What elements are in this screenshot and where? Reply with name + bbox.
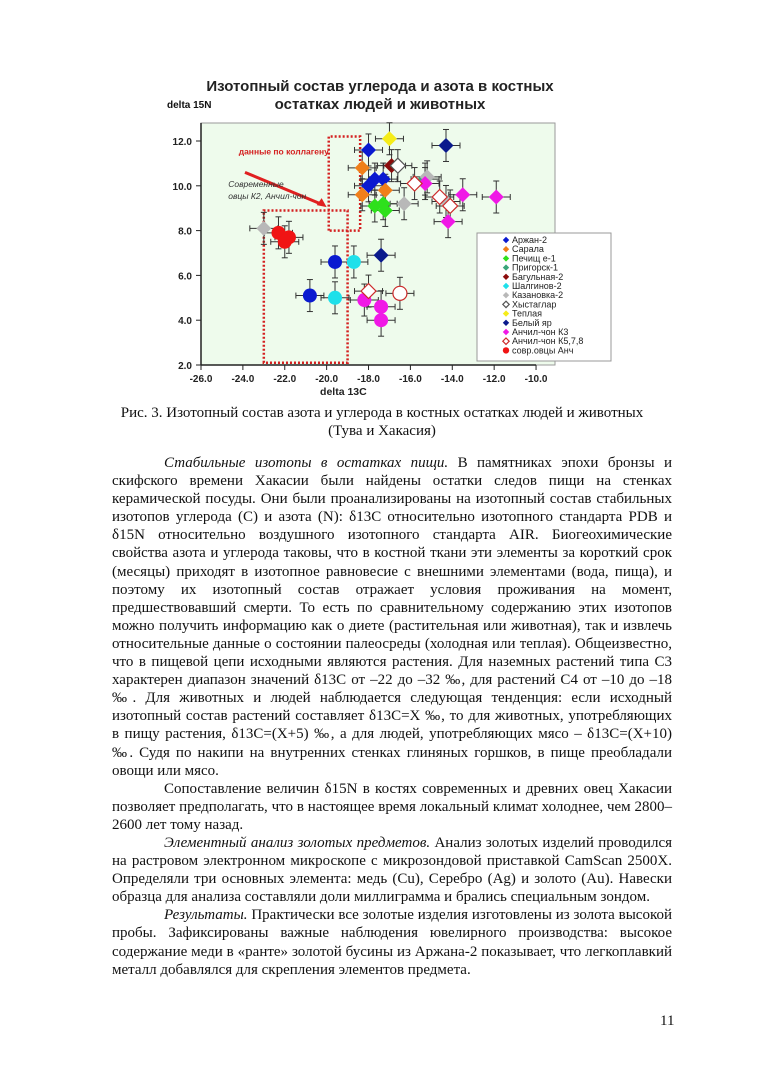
body-text: [112, 454, 672, 979]
scatter-plot: [0, 0, 764, 400]
section-heading-results: Результаты.: [164, 907, 248, 924]
y-tick-label: 12.0: [172, 137, 192, 148]
circle-marker: [278, 235, 292, 249]
paragraph-elemental-analysis: [112, 834, 672, 906]
section-heading-stable-isotopes: Стабильные изотопы в остатках пищи.: [164, 455, 449, 471]
y-tick-label: 8.0: [178, 226, 192, 238]
page-number: 11: [660, 1013, 675, 1029]
legend-item: Аржан-2: [512, 235, 548, 245]
legend-item: Теплая: [512, 308, 543, 319]
circle-marker: [374, 313, 388, 327]
y-tick-label: 10.0: [172, 181, 192, 193]
caption-line2: (Тува и Хакасия): [328, 423, 436, 439]
chart-title-line1: Изотопный состав углерода и азота в костных: [206, 78, 554, 95]
circle-marker: [374, 300, 388, 314]
legend-item: Анчил-чон К3: [512, 327, 569, 337]
figure-caption: [100, 404, 664, 440]
y-tick-label: 6.0: [178, 271, 192, 283]
x-tick-label: -20.0: [315, 374, 339, 385]
x-tick-label: -12.0: [482, 374, 506, 385]
chart-title-line2: остатках людей и животных: [274, 96, 486, 113]
circle-marker: [503, 347, 509, 353]
paragraph-stable-isotopes: [112, 454, 672, 780]
circle-marker: [303, 289, 317, 303]
annotation-modern-2: овцы К2, Анчил-чон: [228, 191, 307, 202]
legend-item: Пригорск-1: [512, 262, 559, 273]
legend-item: Сарала: [512, 244, 544, 255]
caption-line1: Рис. 3. Изотопный состав азота и углерода в костных остатках людей и животных: [120, 405, 644, 421]
legend-item: Белый яр: [512, 317, 552, 328]
x-tick-label: -10.0: [524, 374, 548, 385]
paragraph-text: В памятниках эпохи бронзы и скифского времени Хакасии были найдены остатки следов пищи на стенках керамической посуды. Они были проанализированы на изотопный состав стабильных изотопов углерода (С) и азота (N): δ13C относительно изотопного стандарта PDB и δ15N относительно воздушного изотопного стандарта AIR. Биогеохимические свойства азота и углерода таковы, что в костной ткани эти элементы за короткий срок (месяцы) приходят в изотопное равновесие с внешними элементами (вода, пища), и поэтому их изотопный состав отражает условия проживания на момент, предшествовавший смерти. То есть по сравнительному содержанию этих изотопов можно получить информацию как о диете (растительная или животная), так и извлечь относительные данные о состоянии палеосреды (холодная или теплая). Общеизвестно, что в пищевой цепи исходными являются растения. Для наземных растений типа С3 характерен диапазон значений δ13C от –22 до –32 ‰, для растений С4 от –10 до –18 ‰. Для животных и людей наблюдается следующая тенденция: если исходный изотопный состав растений составляет δ13C=X ‰, то для животных, употребляющих в пищу растения, δ13C=(X+5) ‰, а для людей, употребляющих мясо – δ13C=(X+10) ‰. Судя по накипи на внутренних стенках глиняных горшков, в пище преобладали овощи или мясо.: [112, 455, 672, 779]
x-axis-label: delta 13C: [320, 386, 367, 398]
y-tick-label: 4.0: [178, 316, 192, 328]
x-tick-label: -14.0: [440, 374, 464, 385]
circle-marker: [328, 291, 342, 305]
section-heading-elemental-analysis: Элементный анализ золотых предметов.: [164, 834, 431, 851]
paragraph-d15n: Сопоставление величин δ15N в костях современных и древних овец Хакасии позволяет предполагать, что в настоящее время локальный климат холоднее, чем 2800–2600 лет тому назад.: [112, 780, 672, 833]
legend-item: Казановка-2: [512, 290, 564, 301]
legend-item: совр.овцы Анч: [512, 345, 574, 356]
paragraph-text: Анализ золотых изделий проводился на растровом электронном микроскопе с микрозондовой приставкой CamScan 2500X. Определяли три основных элемента: медь (Cu), Серебро (Ag) и золото (Au). Навески образца для анализа составляли доли миллиграмма и брались специальным зондом.: [112, 834, 673, 906]
x-tick-label: -18.0: [357, 374, 380, 385]
y-axis-label: delta 15N: [167, 100, 212, 111]
paragraph-results: [112, 906, 672, 978]
annotation-collagen: данные по коллагену: [238, 146, 329, 157]
y-tick-label: 2.0: [178, 361, 192, 372]
x-tick-label: -24.0: [231, 374, 255, 385]
paragraph-text: Практически все золотые изделия изготовлены из золота высокой пробы. Зафиксированы важные наблюдения ювелирного производства: высокое содержание меди в «ранте» золотой бусины из Аржана-2 показывает, что легкоплавкий металл добавлялся для скрепления элементов предмета.: [112, 907, 672, 978]
legend-item: Анчил-чон К5,7,8: [512, 336, 584, 347]
open-circle-marker: [393, 286, 407, 300]
legend-item: Багульная-2: [512, 271, 564, 282]
legend-item: Шалгинов-2: [512, 281, 562, 291]
x-tick-label: -16.0: [399, 374, 422, 385]
circle-marker: [328, 255, 342, 269]
figure-3: [0, 0, 764, 400]
legend-item: Печищ е-1: [512, 253, 556, 264]
annotation-modern: Современные: [228, 178, 284, 189]
circle-marker: [347, 255, 361, 269]
legend-item: Хыстаглар: [512, 299, 557, 310]
x-tick-label: -26.0: [189, 374, 213, 385]
x-tick-label: -22.0: [273, 374, 297, 385]
